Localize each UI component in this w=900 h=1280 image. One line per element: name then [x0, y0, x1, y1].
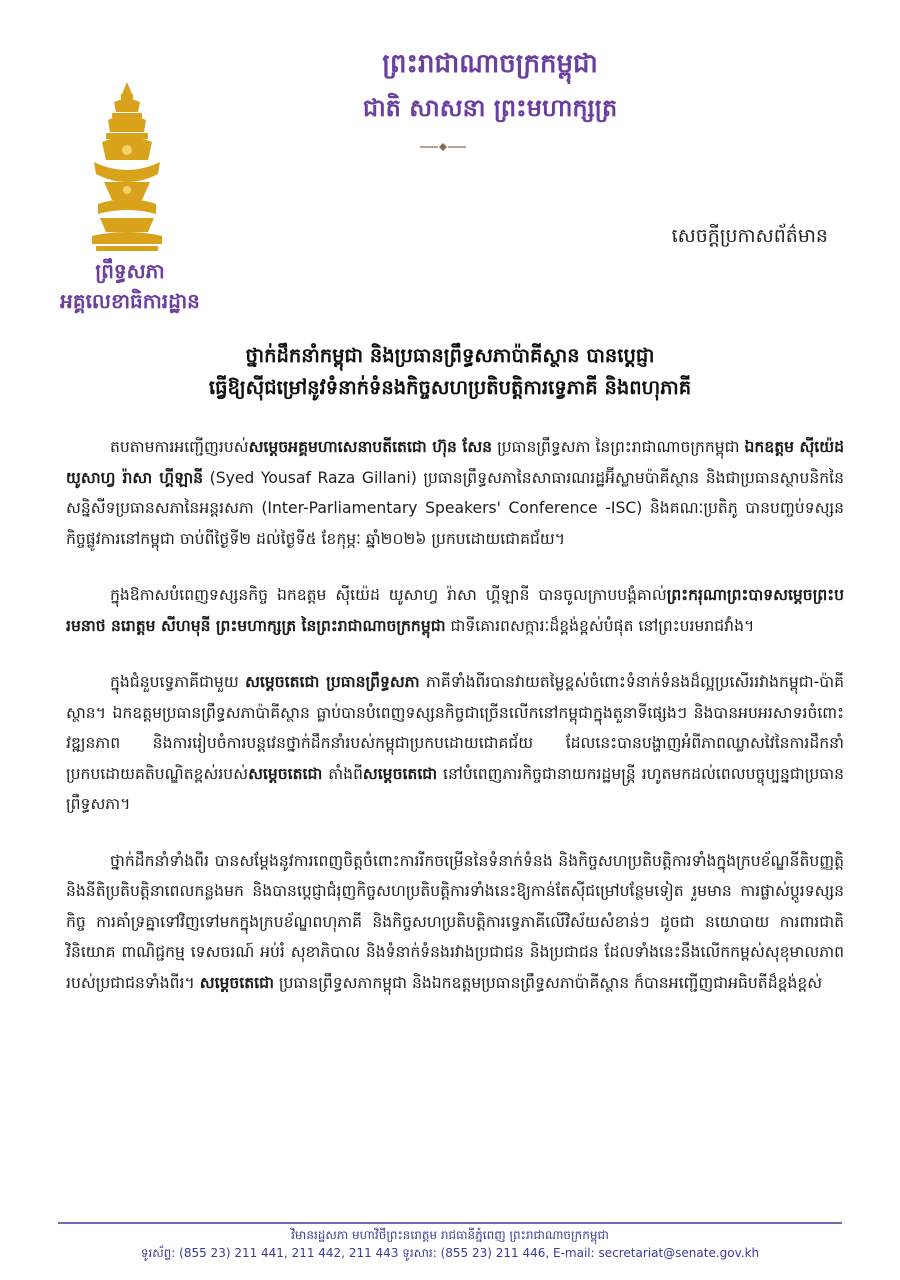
senate-emblem-icon — [92, 82, 162, 252]
body-text — [66, 432, 844, 1024]
secretariat-name: អគ្គលេខាធិការដ្ឋាន — [60, 289, 200, 313]
document-type: សេចក្តីប្រកាសព័ត៌មាន — [671, 225, 828, 247]
footer-address: វិមានរដ្ឋសភា មហាវិថីព្រះនរោត្តម រាជធានីភ្នំពេញ ព្រះរាជាណាចក្រកម្ពុជា — [291, 1228, 609, 1242]
footer — [58, 1226, 842, 1262]
national-motto: ជាតិ សាសនា ព្រះមហាក្សត្រ — [362, 94, 618, 122]
headline-line-1: ថ្នាក់ដឹកនាំកម្ពុជា និងប្រធានព្រឹទ្ធសភាប៉ាគីស្ថាន បានប្តេជ្ញា — [245, 344, 655, 367]
footer-divider — [58, 1222, 842, 1224]
issuer-block — [40, 256, 220, 316]
headline — [60, 340, 840, 404]
paragraph-2: ក្នុងឱកាសបំពេញទស្សនកិច្ច ឯកឧត្តម ស៊ីយ៉េដ យូសាហ្វ រ៉ាសា ហ្គីឡានី បានចូលក្រាបបង្គំគាល់ព្រះករុណាព្រះបាទសម្តេចព្រះបរមនាថ នរោត្តម សីហមុនី ព្រះមហាក្សត្រ នៃព្រះរាជាណាចក្រកម្ពុជា ជាទីគោរពសក្ការៈដ៏ខ្ពង់ខ្ពស់បំផុត នៅព្រះបរមរាជវាំង។ — [66, 586, 844, 635]
kingdom-header — [280, 44, 700, 128]
paragraph-3: ក្នុងជំនួបទ្វេភាគីជាមួយ សម្តេចតេជោ ប្រធានព្រឹទ្ធសភា ភាគីទាំងពីរបានវាយតម្លៃខ្ពស់ចំពោះទំនាក់ទំនងដ៏ល្អប្រសើររវាងកម្ពុជា-ប៉ាគីស្ថាន។ ឯកឧត្តមប្រធានព្រឹទ្ធសភាប៉ាគីស្ថាន ធ្លាប់បានបំពេញទស្សនកិច្ចជាច្រើនលើកនៅកម្ពុជាក្នុងតួនាទីផ្សេងៗ និងបានអបអរសាទរចំពោះវឌ្ឍនភាព និងការរៀបចំការបន្តវេនថ្នាក់ដឹកនាំរបស់កម្ពុជាប្រកបដោយជោគជ័យ ដែលនេះបានបង្ហាញអំពីភាពឈ្លាសវៃនៃការដឹកនាំប្រកបដោយគតិបណ្ឌិតខ្ពស់របស់សម្តេចតេជោ តាំងពីសម្តេចតេជោ នៅបំពេញភារកិច្ចជានាយករដ្ឋមន្ត្រី រហូតមកដល់ពេលបច្ចុប្បន្នជាប្រធានព្រឹទ្ធសភា។ — [66, 673, 845, 813]
headline-line-2: ធ្វើឱ្យស៊ីជម្រៅនូវទំនាក់ទំនងកិច្ចសហប្រតិបត្តិការទ្វេភាគី និងពហុភាគី — [208, 376, 692, 399]
footer-contact: ទូរស័ព្ទ: (855 23) 211 441, 211 442, 211 443 ទូរសារ: (855 23) 211 446, E-mail: secretariat@senate.gov.kh — [140, 1246, 760, 1260]
senate-name: ព្រឹទ្ធសភា — [95, 259, 165, 283]
kingdom-name: ព្រះរាជាណាចក្រកម្ពុជា — [382, 49, 598, 79]
paragraph-1: តបតាមការអញ្ជើញរបស់សម្តេចអគ្គមហាសេនាបតីតេជោ ហ៊ុន សែន ប្រធានព្រឹទ្ធសភា នៃព្រះរាជាណាចក្រកម្ពុជា ឯកឧត្តម ស៊ីយ៉េដ យូសាហ្វ រ៉ាសា ហ្គីឡានី (Syed Yousaf Raza Gillani) ប្រធានព្រឹទ្ធសភានៃសាធារណរដ្ឋអ៊ីស្លាមប៉ាគីស្ថាន និងជាប្រធានស្ថាបនិកនៃសន្និសីទប្រធានសភានៃអន្តរសភា (Inter-Parliamentary Speakers' Conference -ISC) និងគណៈប្រតិភូ បានបញ្ចប់ទស្សនកិច្ចផ្លូវការនៅកម្ពុជា ចាប់ពីថ្ងៃទី២ ដល់ថ្ងៃទី៥ ខែកុម្ភៈ ឆ្នាំ២០២៦ ប្រកបដោយជោគជ័យ។ — [66, 438, 845, 548]
ornament-divider-icon — [420, 142, 466, 152]
paragraph-4: ថ្នាក់ដឹកនាំទាំងពីរ បានសម្តែងនូវការពេញចិត្តចំពោះការរីកចម្រើននៃទំនាក់ទំនង និងកិច្ចសហប្រតិបត្តិការទាំងក្នុងក្របខ័ណ្ឌនីតិបញ្ញត្តិ និងនីតិប្រតិបត្តិនាពេលកន្លងមក និងបានប្តេជ្ញាជំរុញកិច្ចសហប្រតិបត្តិការទាំងនេះឱ្យកាន់តែស៊ីជម្រៅបន្ថែមទៀត រួមមាន ការផ្លាស់ប្តូរទស្សនកិច្ច ការគាំទ្រគ្នាទៅវិញទៅមកក្នុងក្របខ័ណ្ឌពហុភាគី និងកិច្ចសហប្រតិបត្តិការទ្វេភាគីលើវិស័យសំខាន់ៗ ដូចជា នយោបាយ ការពារជាតិ វិនិយោគ ពាណិជ្ជកម្ម ទេសចរណ៍ អប់រំ សុខាភិបាល និងទំនាក់ទំនងរវាងប្រជាជន និងប្រជាជន ដែលទាំងនេះនឹងលើកកម្ពស់សុខុមាលភាពរបស់ប្រជាជនទាំងពីរ។ សម្តេចតេជោ ប្រធានព្រឹទ្ធសភាកម្ពុជា និងឯកឧត្តមប្រធានព្រឹទ្ធសភាប៉ាគីស្ថាន ក៏បានអញ្ជើញជាអធិបតីដ៏ខ្ពង់ខ្ពស់ — [66, 851, 844, 992]
